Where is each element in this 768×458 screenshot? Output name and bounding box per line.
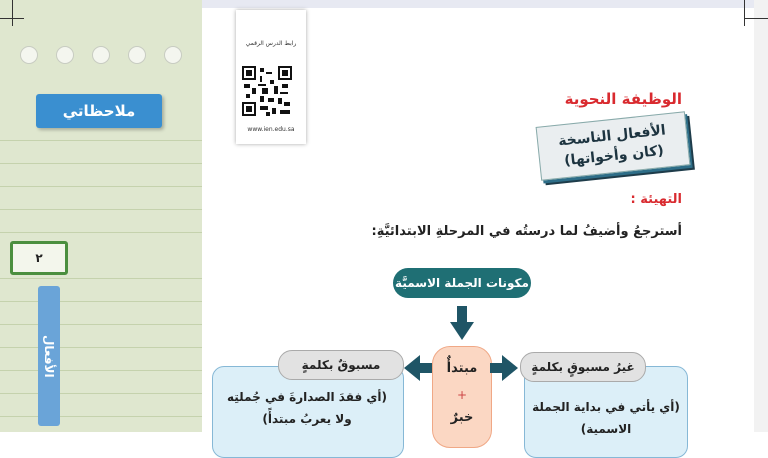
mid-node-plus: + <box>456 388 468 402</box>
crop-mark <box>0 18 24 19</box>
qr-label: رابط الدرس الرقمي <box>245 40 297 47</box>
qr-code-icon[interactable] <box>242 66 292 116</box>
notes-column <box>0 0 202 432</box>
section-title: الوظيفة النحوية <box>564 90 682 108</box>
right-arrow-icon <box>490 355 518 381</box>
diagram-mid-node <box>432 346 492 448</box>
qr-url[interactable]: www.ien.edu.sa <box>247 126 295 133</box>
mid-node-top: مبتدأٌ <box>446 361 478 376</box>
binder-hole <box>56 46 74 64</box>
right-branch-label: غيرُ مسبوقٍ بكلمةٍ <box>520 352 646 382</box>
warmup-instruction: أسترجعُ وأضيفُ لما درستُه في المرحلةِ الابتدائيَّةِ: <box>371 224 682 239</box>
warmup-label: التهيئة : <box>630 192 682 207</box>
lesson-title-line2: (كان وأخواتها) <box>563 142 665 170</box>
down-arrow-icon <box>450 306 474 340</box>
binder-hole <box>164 46 182 64</box>
binder-hole <box>128 46 146 64</box>
diagram-root-node: مكونات الجملة الاسميَّة <box>393 268 531 298</box>
unit-number-box: ٢ <box>10 241 68 275</box>
crop-mark <box>12 0 13 26</box>
left-branch-description: (أي فقدَ الصدارةَ في جُملتِه ولا يعربُ مبتدأً) <box>227 390 387 426</box>
lesson-title-line1: الأفعال الناسخة <box>557 122 667 150</box>
left-arrow-icon <box>404 355 432 381</box>
mid-node-bottom: خبرٌ <box>450 410 474 425</box>
crop-mark <box>744 18 768 19</box>
binder-hole <box>20 46 38 64</box>
crop-mark <box>744 0 745 26</box>
left-branch-label: مسبوقٌ بكلمةٍ <box>278 350 404 380</box>
right-branch-description: (أي يأتي في بداية الجملة الاسمية) <box>532 400 680 436</box>
unit-side-label: الأفعال <box>42 334 56 378</box>
right-margin <box>754 0 768 432</box>
notes-tab: ملاحظاتي <box>36 94 162 128</box>
binder-hole <box>92 46 110 64</box>
